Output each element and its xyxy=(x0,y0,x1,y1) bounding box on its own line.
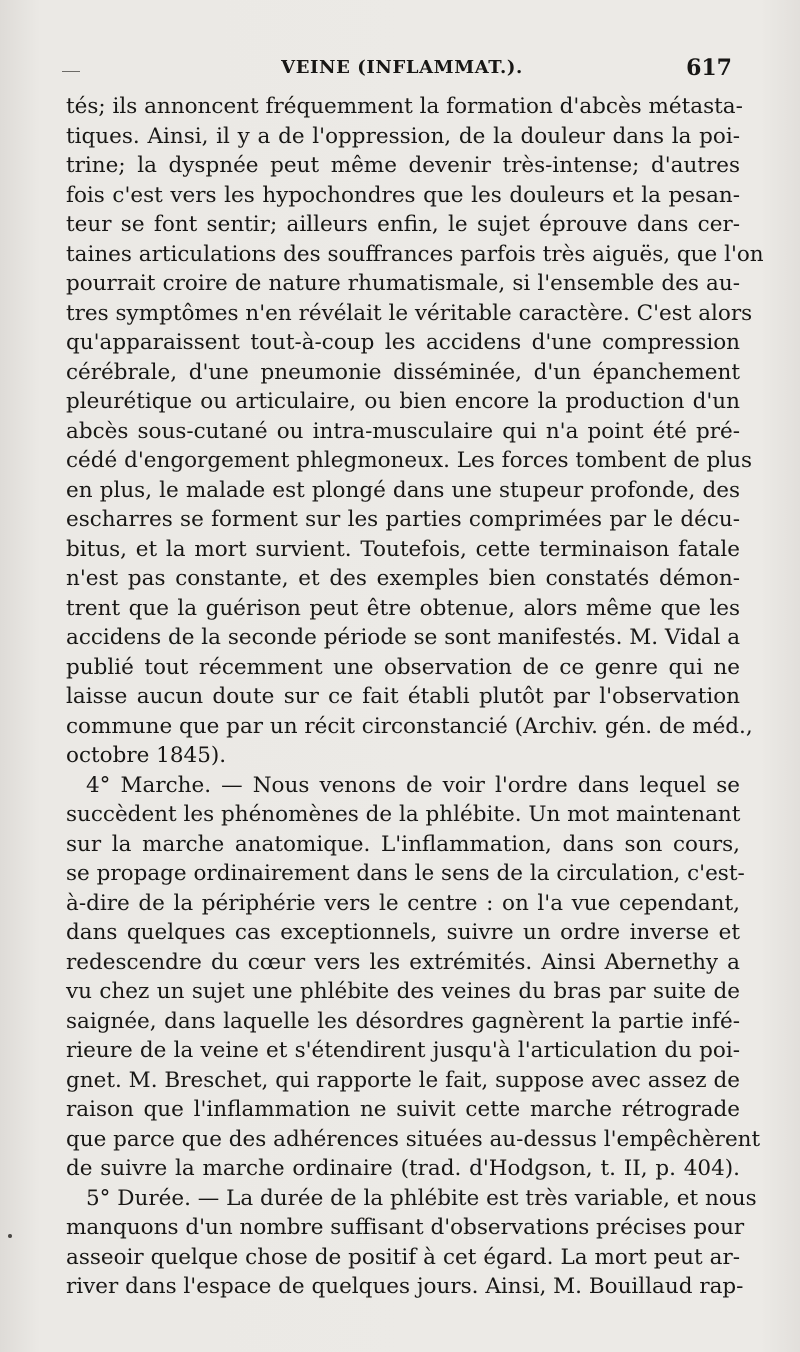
text-line: que parce que des adhérences situées au-dessus l'empêchèrent xyxy=(66,1126,761,1152)
text-line: rieure de la veine et s'étendirent jusqu'à l'articulation du poi- xyxy=(66,1038,740,1063)
text-line: gnet. M. Breschet, qui rapporte le fait, suppose avec assez de xyxy=(66,1067,740,1093)
text-line: redescendre du cœur vers les extrémités. Ainsi Abernethy a xyxy=(66,949,740,975)
page-header xyxy=(68,55,736,85)
text-line: tés; ils annoncent fréquemment la formation d'abcès métasta- xyxy=(66,94,743,119)
text-line: vu chez un sujet une phlébite des veines du bras par suite de xyxy=(66,979,740,1004)
running-head: VEINE (INFLAMMAT.). xyxy=(281,57,523,78)
section-duree-line: 5° Durée. — La durée de la phlébite est très variable, et nous xyxy=(86,1185,757,1211)
text-line: de suivre la marche ordinaire (trad. d'Hodgson, t. II, p. 404). xyxy=(66,1156,740,1181)
text-line: manquons d'un nombre suffisant d'observations précises pour xyxy=(66,1215,745,1240)
text-line: publié tout récemment une observation de ce genre qui ne xyxy=(66,654,740,680)
text-line: bitus, et la mort survient. Toutefois, cette terminaison fatale xyxy=(66,536,740,562)
text-line: tiques. Ainsi, il y a de l'oppression, de la douleur dans la poi- xyxy=(66,123,740,149)
text-line: succèdent les phénomènes de la phlébite. Un mot maintenant xyxy=(66,802,741,827)
text-line: abcès sous-cutané ou intra-musculaire qui n'a point été pré- xyxy=(66,418,740,444)
text-line: saignée, dans laquelle les désordres gagnèrent la partie infé- xyxy=(66,1008,740,1034)
text-line: se propage ordinairement dans le sens de la circulation, c'est- xyxy=(66,861,745,886)
text-line: qu'apparaissent tout-à-coup les accidens d'une compression xyxy=(66,330,740,355)
text-line: teur se font sentir; ailleurs enfin, le sujet éprouve dans cer- xyxy=(66,212,740,237)
text-line: en plus, le malade est plongé dans une stupeur profonde, des xyxy=(66,477,740,503)
text-line: accidens de la seconde période se sont manifestés. M. Vidal a xyxy=(66,625,741,650)
text-line: octobre 1845). xyxy=(66,743,227,768)
text-line: à-dire de la périphérie vers le centre : on l'a vue cependant, xyxy=(66,890,740,916)
text-line: trent que la guérison peut être obtenue, alors même que les xyxy=(66,595,740,621)
text-line: raison que l'inflammation ne suivit cette marche rétrograde xyxy=(66,1097,740,1122)
text-line: cérébrale, d'une pneumonie disséminée, d'un épanchement xyxy=(66,359,740,385)
text-line: asseoir quelque chose de positif à cet égard. La mort peut ar- xyxy=(66,1244,740,1270)
text-line: dans quelques cas exceptionnels, suivre un ordre inverse et xyxy=(66,920,740,945)
text-line: pleurétique ou articulaire, ou bien encore la production d'un xyxy=(66,389,740,414)
text-line: cédé d'engorgement phlegmoneux. Les forces tombent de plus xyxy=(66,448,753,473)
body-text xyxy=(66,92,764,1302)
text-line: fois c'est vers les hypochondres que les douleurs et la pesan- xyxy=(66,182,740,208)
page-number: 617 xyxy=(686,55,732,81)
text-line: tres symptômes n'en révélait le véritable caractère. C'est alors xyxy=(66,300,753,326)
text-line: trine; la dyspnée peut même devenir très-intense; d'autres xyxy=(66,153,740,178)
text-line: sur la marche anatomique. L'inflammation, dans son cours, xyxy=(66,831,740,857)
margin-ink-speck xyxy=(8,1234,12,1238)
text-line: river dans l'espace de quelques jours. Ainsi, M. Bouillaud rap- xyxy=(66,1274,744,1299)
text-line: escharres se forment sur les parties comprimées par le décu- xyxy=(66,507,740,532)
text-line: pourrait croire de nature rhumatismale, si l'ensemble des au- xyxy=(66,271,740,296)
text-line: n'est pas constante, et des exemples bien constatés démon- xyxy=(66,566,740,591)
text-line: taines articulations des souffrances parfois très aiguës, que l'on xyxy=(66,241,764,267)
text-line: commune que par un récit circonstancié (Archiv. gén. de méd., xyxy=(66,713,753,739)
text-line: laisse aucun doute sur ce fait établi plutôt par l'observation xyxy=(66,684,740,709)
section-marche-line: 4° Marche. — Nous venons de voir l'ordre dans lequel se xyxy=(86,772,740,798)
